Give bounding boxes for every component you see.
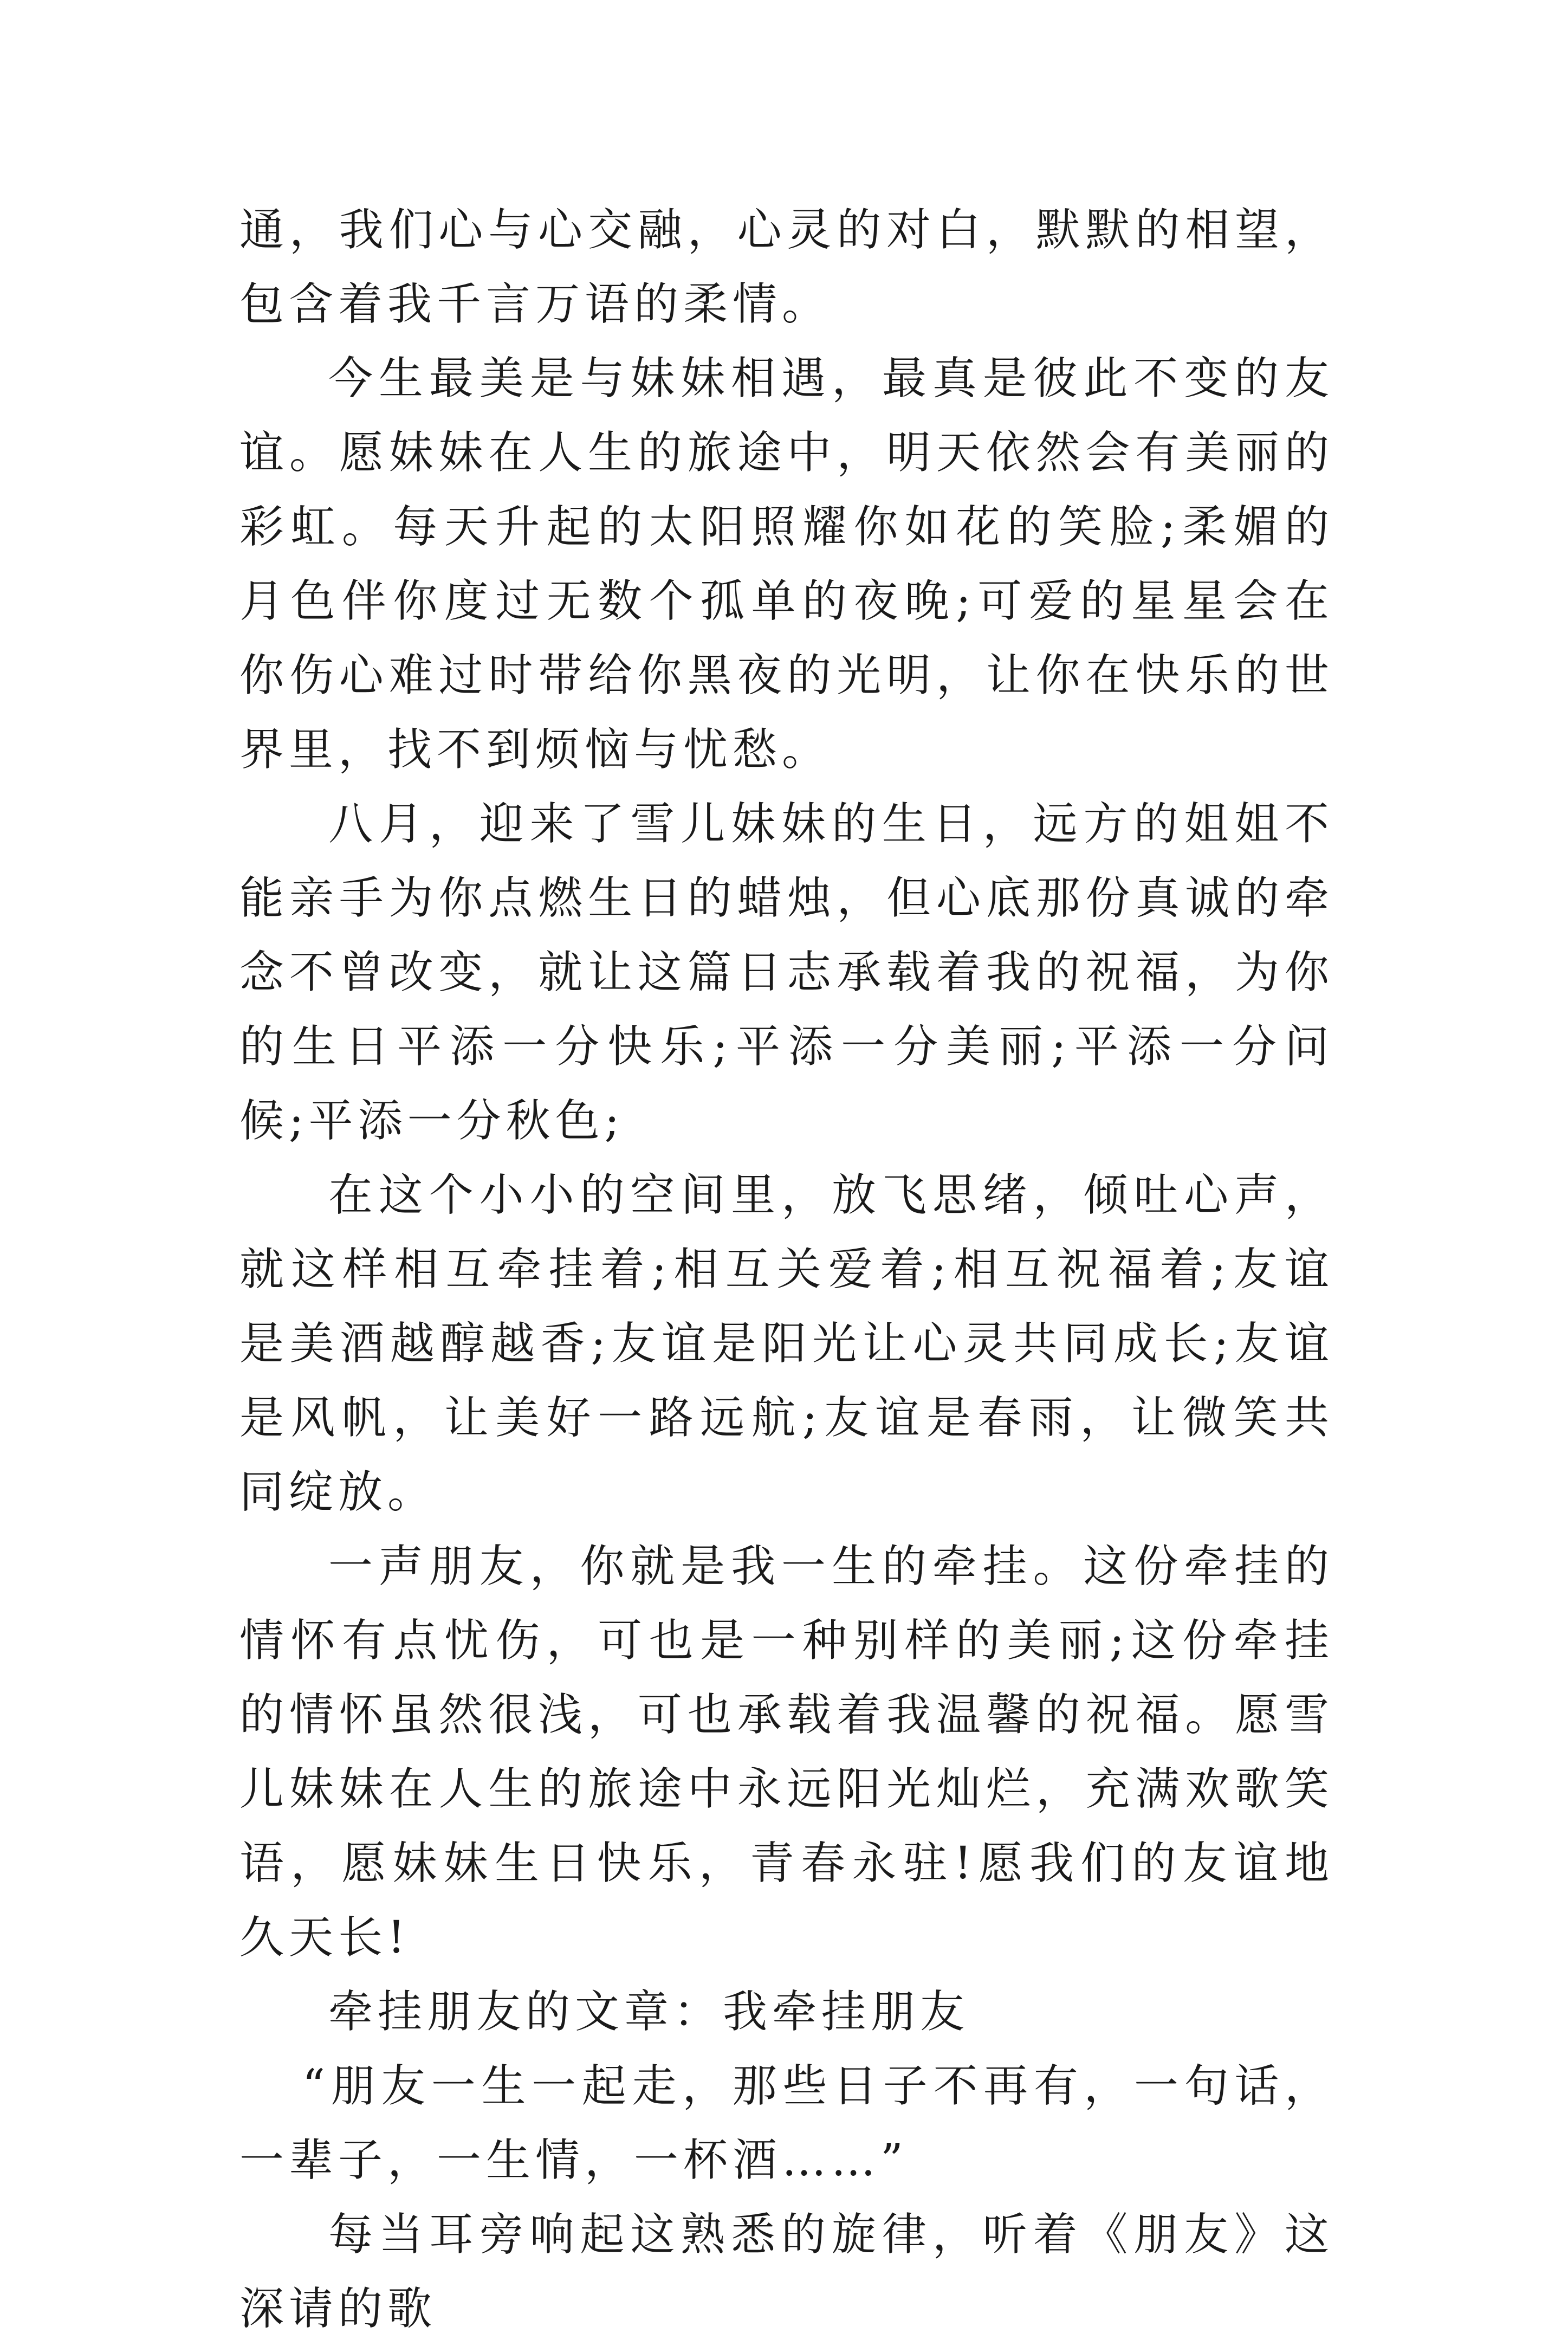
paragraph-continuation: 通，我们心与心交融，心灵的对白，默默的相望，包含着我千言万语的柔情。 [239,204,1334,330]
quoted-lyric: “朋友一生一起走，那些日子不再有，一句话，一辈子，一生情，一杯酒……” [239,2060,1334,2186]
paragraph: 一声朋友，你就是我一生的牵挂。这份牵挂的情怀有点忧伤，可也是一种别样的美丽;这份牵挂的情怀虽然很浅，可也承载着我温馨的祝福。愿雪儿妹妹在人生的旅途中永远阳光灿烂，充满欢歌笑语，愿妹妹生日快乐，青春永驻!愿我们的友谊地久天长! [239,1541,1334,1963]
section-heading: 牵挂朋友的文章：我牵挂朋友 [328,1986,970,2038]
paragraph: 八月，迎来了雪儿妹妹的生日，远方的姐姐不能亲手为你点燃生日的蜡烛，但心底那份真诚的牵念不曾改变，就让这篇日志承载着我的祝福，为你的生日平添一分快乐;平添一分美丽;平添一分问候;平添一分秋色; [239,798,1334,1147]
paragraph: 在这个小小的空间里，放飞思绪，倾吐心声，就这样相互牵挂着;相互关爱着;相互祝福着;友谊是美酒越醇越香;友谊是阳光让心灵共同成长;友谊是风帆，让美好一路远航;友谊是春雨，让微笑共同绽放。 [239,1169,1334,1518]
document-body [239,193,1334,2346]
paragraph: 今生最美是与妹妹相遇，最真是彼此不变的友谊。愿妹妹在人生的旅途中，明天依然会有美丽的彩虹。每天升起的太阳照耀你如花的笑脸;柔媚的月色伴你度过无数个孤单的夜晚;可爱的星星会在你伤心难过时带给你黑夜的光明，让你在快乐的世界里，找不到烦恼与忧愁。 [239,353,1334,775]
paragraph: 每当耳旁响起这熟悉的旋律，听着《朋友》这深请的歌 [239,2209,1334,2335]
